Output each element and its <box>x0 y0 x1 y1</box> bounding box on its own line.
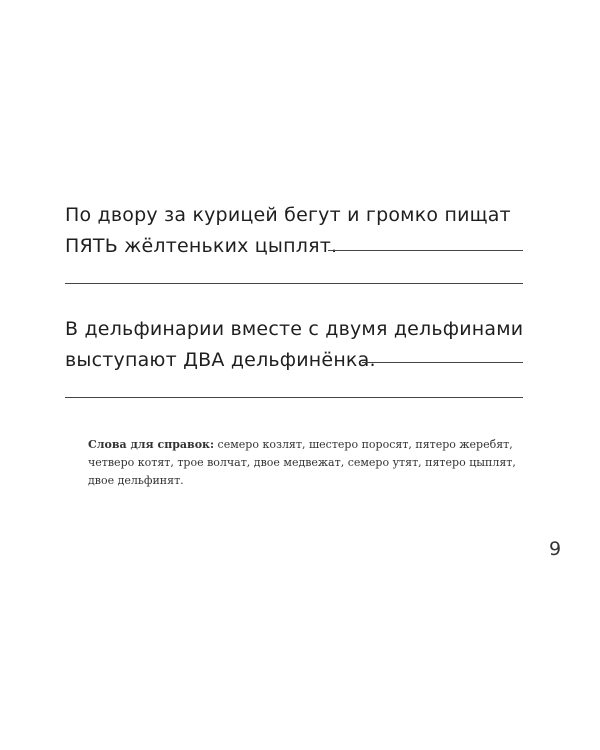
task-2 <box>65 314 525 376</box>
task-2-line-1: В дельфинарии вместе с двумя дельфинами <box>65 318 524 340</box>
task-1-line-1: По двору за курицей бегут и громко пищат <box>65 204 511 226</box>
reference-words <box>88 436 528 490</box>
task-2-answer-line-2[interactable] <box>65 397 523 398</box>
task-1-answer-line-2[interactable] <box>65 283 523 284</box>
reference-text: семеро козлят, шестеро поросят, пятеро жеребят, четверо котят, трое волчат, двое медвежат, семеро утят, пятеро цыплят, двое дельфинят. <box>88 438 516 487</box>
reference-label: Слова для справок: <box>88 438 215 451</box>
task-1 <box>65 200 525 262</box>
task-2-answer-line-1[interactable] <box>362 362 523 363</box>
page-number: 9 <box>549 538 562 560</box>
task-1-answer-line-1[interactable] <box>328 250 523 251</box>
task-1-line-2: ПЯТЬ жёлтеньких цыплят. <box>65 235 338 257</box>
task-2-line-2: выступают ДВА дельфинёнка. <box>65 349 376 371</box>
